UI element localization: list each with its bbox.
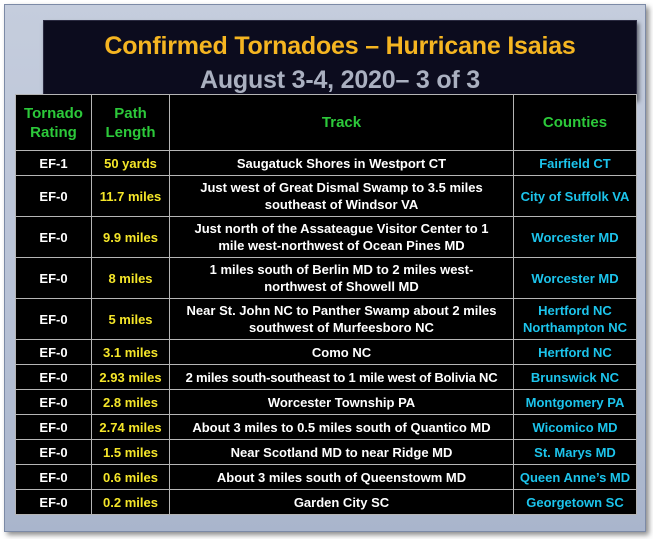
track-cell: About 3 miles to 0.5 miles south of Quantico MD bbox=[170, 415, 514, 440]
track-line-1: Near St. John NC to Panther Swamp about 2 miles bbox=[186, 303, 497, 318]
track-line-1: 1 miles south of Berlin MD to 2 miles west- bbox=[209, 262, 474, 277]
county-cell: St. Marys MD bbox=[514, 440, 637, 465]
county-cell: Montgomery PA bbox=[514, 390, 637, 415]
header-length-line2: Length bbox=[105, 123, 156, 141]
rating-cell: EF-0 bbox=[16, 217, 92, 258]
table-row bbox=[16, 176, 637, 217]
title-banner bbox=[43, 20, 637, 99]
table-row bbox=[16, 340, 637, 365]
county-cell: Worcester MD bbox=[514, 217, 637, 258]
header-length-line1: Path bbox=[114, 104, 147, 122]
length-cell: 50 yards bbox=[92, 151, 170, 176]
table-row bbox=[16, 299, 637, 340]
rating-cell: EF-1 bbox=[16, 151, 92, 176]
tornado-table bbox=[15, 94, 637, 515]
track-cell: Garden City SC bbox=[170, 490, 514, 515]
header-rating-line2: Rating bbox=[30, 123, 77, 141]
rating-cell: EF-0 bbox=[16, 258, 92, 299]
length-cell: 5 miles bbox=[92, 299, 170, 340]
length-cell: 2.8 miles bbox=[92, 390, 170, 415]
track-cell: Saugatuck Shores in Westport CT bbox=[170, 151, 514, 176]
rating-cell: EF-0 bbox=[16, 365, 92, 390]
table-row bbox=[16, 465, 637, 490]
length-cell: 2.93 miles bbox=[92, 365, 170, 390]
table-row bbox=[16, 151, 637, 176]
track-cell: 2 miles south-southeast to 1 mile west of Bolivia NC bbox=[170, 365, 514, 390]
county-cell: Worcester MD bbox=[514, 258, 637, 299]
header-counties: Counties bbox=[514, 95, 637, 151]
track-line-2: northwest of Showell MD bbox=[264, 279, 419, 294]
county-cell: Georgetown SC bbox=[514, 490, 637, 515]
page-title: Confirmed Tornadoes – Hurricane Isaias bbox=[104, 32, 576, 60]
track-cell bbox=[170, 176, 514, 217]
length-cell: 8 miles bbox=[92, 258, 170, 299]
table-header-row bbox=[16, 95, 637, 151]
length-cell: 11.7 miles bbox=[92, 176, 170, 217]
track-line-2: southeast of Windsor VA bbox=[264, 197, 419, 212]
track-line-1: Just west of Great Dismal Swamp to 3.5 miles bbox=[200, 180, 483, 195]
county-cell: City of Suffolk VA bbox=[514, 176, 637, 217]
rating-cell: EF-0 bbox=[16, 465, 92, 490]
length-cell: 3.1 miles bbox=[92, 340, 170, 365]
rating-cell: EF-0 bbox=[16, 415, 92, 440]
length-cell: 1.5 miles bbox=[92, 440, 170, 465]
page-subtitle: August 3-4, 2020– 3 of 3 bbox=[199, 66, 481, 94]
track-line-2: southwest of Murfeesboro NC bbox=[249, 320, 434, 335]
rating-cell: EF-0 bbox=[16, 340, 92, 365]
county-line-2: Northampton NC bbox=[523, 320, 627, 335]
track-line-1: Just north of the Assateague Visitor Center to 1 bbox=[194, 221, 489, 236]
track-cell bbox=[170, 258, 514, 299]
table-row bbox=[16, 490, 637, 515]
county-cell: Queen Anne’s MD bbox=[514, 465, 637, 490]
rating-cell: EF-0 bbox=[16, 490, 92, 515]
length-cell: 0.2 miles bbox=[92, 490, 170, 515]
length-cell: 9.9 miles bbox=[92, 217, 170, 258]
length-cell: 2.74 miles bbox=[92, 415, 170, 440]
table-row bbox=[16, 365, 637, 390]
table-row bbox=[16, 440, 637, 465]
track-cell bbox=[170, 217, 514, 258]
track-cell: About 3 miles south of Queenstowm MD bbox=[170, 465, 514, 490]
county-line-1: Hertford NC bbox=[538, 303, 612, 318]
county-cell: Brunswick NC bbox=[514, 365, 637, 390]
length-cell: 0.6 miles bbox=[92, 465, 170, 490]
header-rating bbox=[16, 95, 92, 151]
header-length bbox=[92, 95, 170, 151]
table-row bbox=[16, 217, 637, 258]
header-rating-line1: Tornado bbox=[24, 104, 83, 122]
track-line-2: mile west-northwest of Ocean Pines MD bbox=[218, 238, 465, 253]
table-row bbox=[16, 415, 637, 440]
rating-cell: EF-0 bbox=[16, 299, 92, 340]
county-cell: Hertford NC bbox=[514, 340, 637, 365]
track-cell: Near Scotland MD to near Ridge MD bbox=[170, 440, 514, 465]
track-cell: Como NC bbox=[170, 340, 514, 365]
track-cell: Worcester Township PA bbox=[170, 390, 514, 415]
rating-cell: EF-0 bbox=[16, 440, 92, 465]
rating-cell: EF-0 bbox=[16, 176, 92, 217]
track-cell bbox=[170, 299, 514, 340]
rating-cell: EF-0 bbox=[16, 390, 92, 415]
table-row bbox=[16, 390, 637, 415]
county-cell bbox=[514, 299, 637, 340]
county-cell: Wicomico MD bbox=[514, 415, 637, 440]
table-row bbox=[16, 258, 637, 299]
header-track: Track bbox=[170, 95, 514, 151]
county-cell: Fairfield CT bbox=[514, 151, 637, 176]
